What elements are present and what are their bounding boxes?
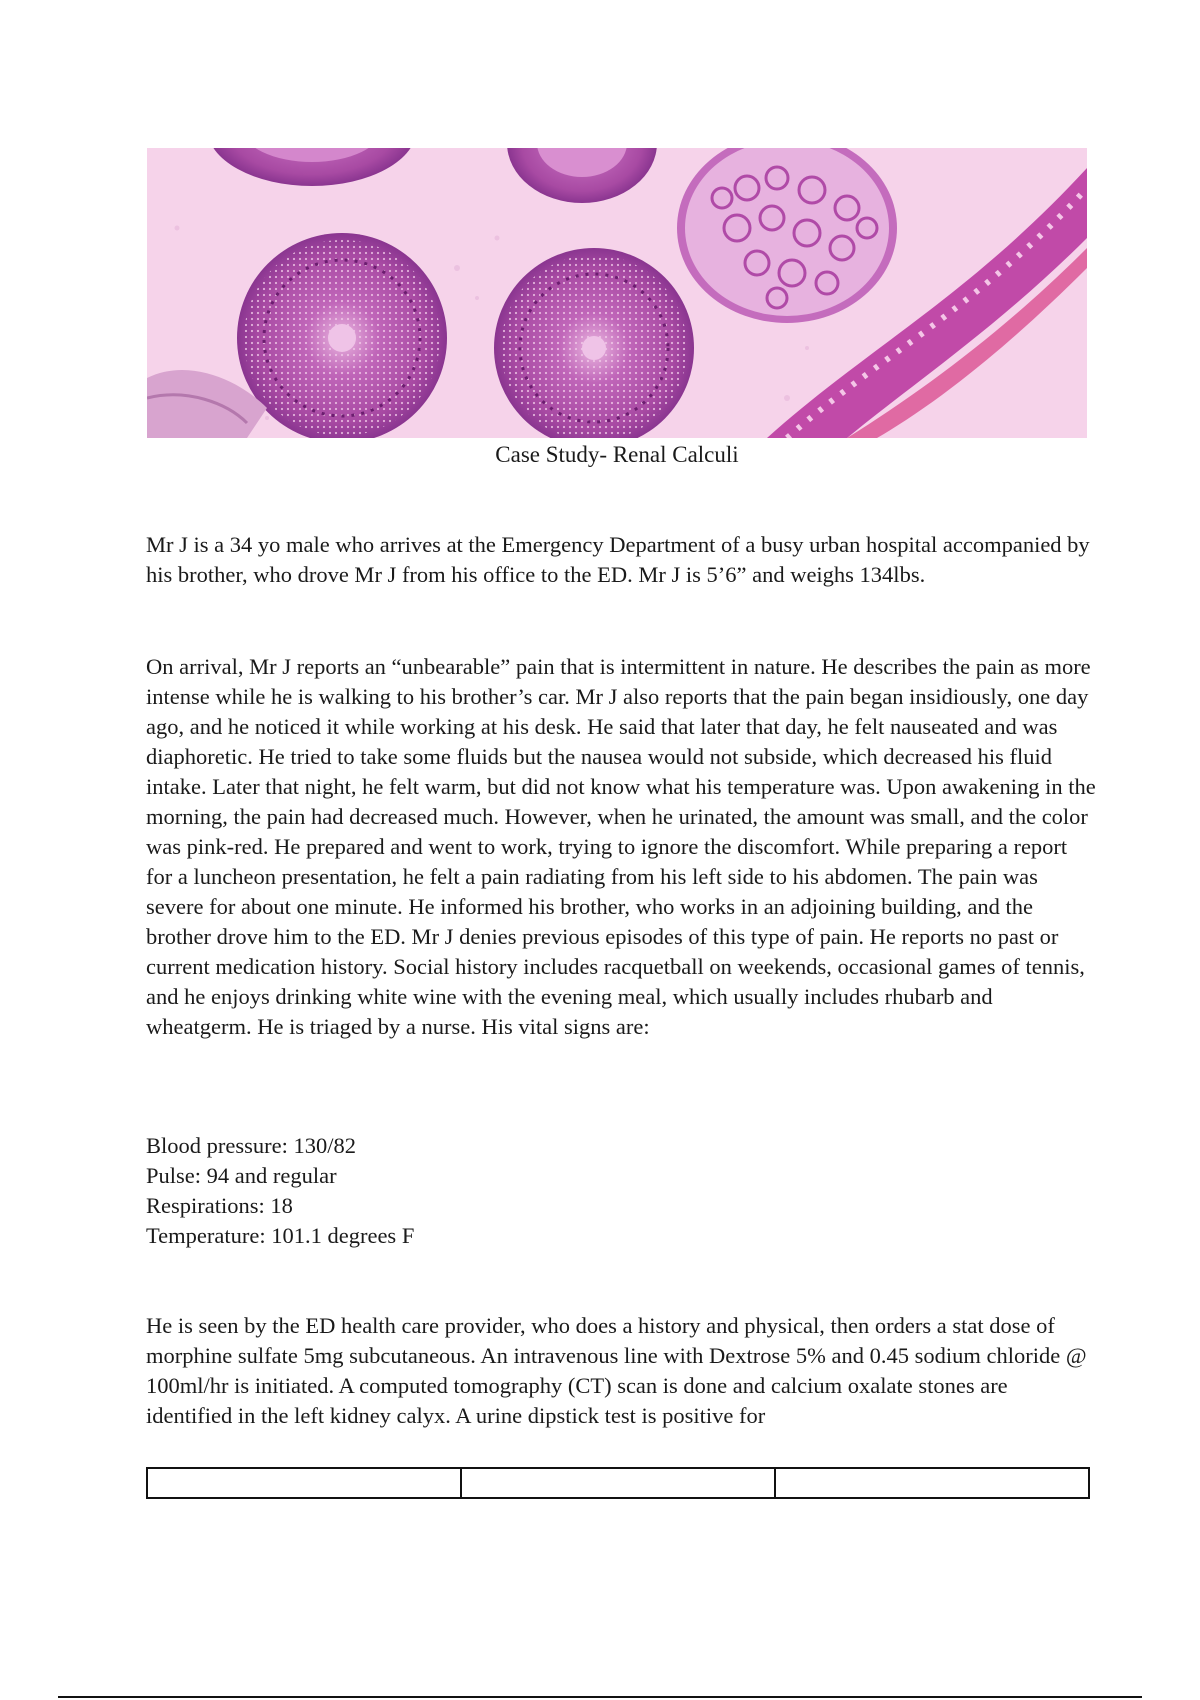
table-cell (461, 1468, 775, 1498)
paragraph-patient-history: On arrival, Mr J reports an “unbearable” pain that is intermittent in nature. He describes the pain as more intense while he is walking to his brother’s car. Mr J also reports that the pain began insidiously, one day ago, and he noticed it while working at his desk. He said that later that day, he felt nauseated and was diaphoretic. He tried to take some fluids but the nausea would not subside, which decreased his fluid intake. Later that night, he felt warm, but did not know what his temperature was. Upon awakening in the morning, the pain had decreased much. However, when he urinated, the amount was small, and the color was pink-red. He prepared and went to work, trying to ignore the discomfort. While preparing a report for a luncheon presentation, he felt a pain radiating from his left side to his abdomen. The pain was severe for about one minute. He informed his brother, who works in an adjoining building, and the brother drove him to the ED. Mr J denies previous episodes of this type of pain. He reports no past or current medication history. Social history includes racquetball on weekends, occasional games of tennis, and he enjoys drinking white wine with the evening meal, which usually includes rhubarb and wheatgerm. He is triaged by a nurse. His vital signs are: (146, 654, 1096, 1039)
table-cell (147, 1468, 461, 1498)
histology-illustration (147, 148, 1087, 438)
table-cell (775, 1468, 1089, 1498)
table-row (147, 1468, 1089, 1498)
vital-pulse: Pulse: 94 and regular (146, 1163, 337, 1188)
paragraph-patient-intro: Mr J is a 34 yo male who arrives at the Emergency Department of a busy urban hospital accompanied by his brother, who drove Mr J from his office to the ED. Mr J is 5’6” and weighs 134lbs. (146, 532, 1090, 587)
empty-table (146, 1467, 1090, 1499)
vital-respirations: Respirations: 18 (146, 1193, 293, 1218)
vital-temperature: Temperature: 101.1 degrees F (146, 1223, 415, 1248)
histology-banner-image (147, 148, 1087, 438)
document-title-caption: Case Study- Renal Calculi (495, 442, 739, 467)
vital-signs-list (146, 1131, 746, 1251)
vital-blood-pressure: Blood pressure: 130/82 (146, 1133, 356, 1158)
paragraph-ed-treatment: He is seen by the ED health care provider, who does a history and physical, then orders a stat dose of morphine sulfate 5mg subcutaneous. An intravenous line with Dextrose 5% and 0.45 sodium chloride @ 100ml/hr is initiated. A computed tomography (CT) scan is done and calcium oxalate stones are identified in the left kidney calyx. A urine dipstick test is positive for (146, 1313, 1087, 1428)
page-bottom-divider (58, 1696, 1142, 1698)
